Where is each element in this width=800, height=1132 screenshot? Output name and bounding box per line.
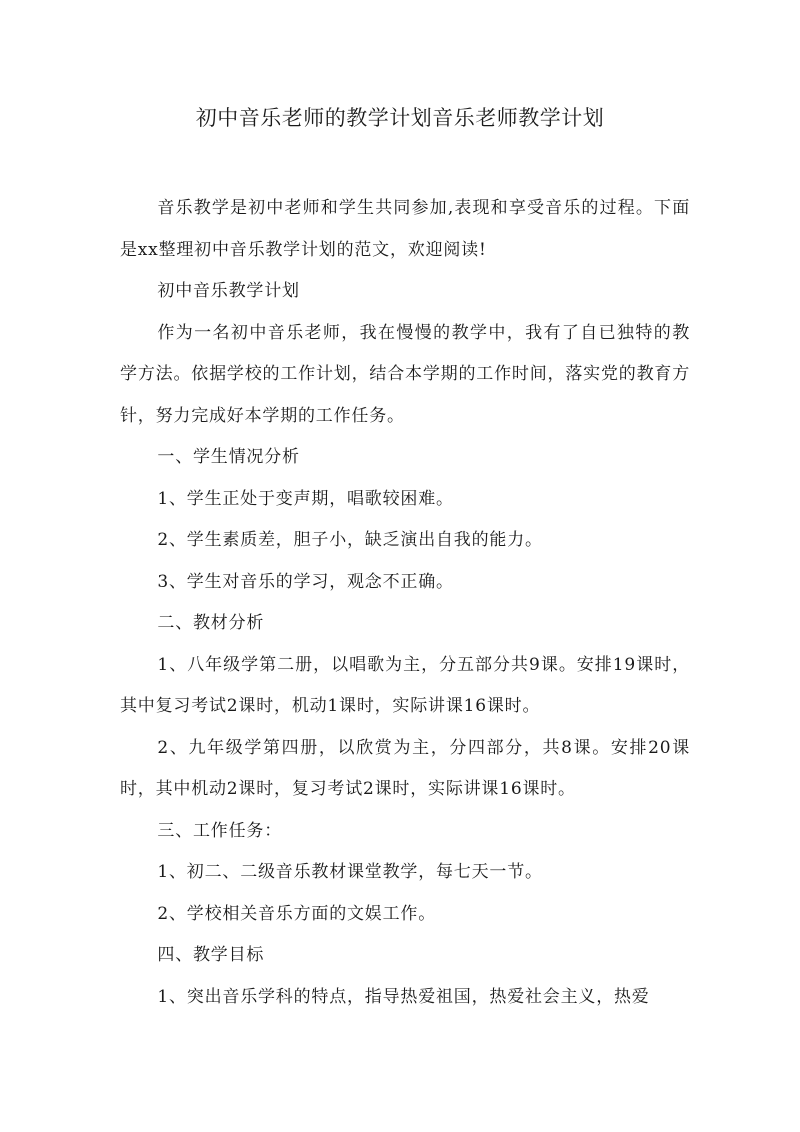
section-heading-student-analysis: 一、学生情况分析: [157, 447, 300, 467]
textbook-analysis-item: 1、八年级学第二册，以唱歌为主，分五部分共9课。安排19课时，其中复习考试2课时，机动1课时，实际讲课16课时。: [120, 654, 690, 716]
work-task-item: 2、学校相关音乐方面的文娱工作。: [157, 903, 437, 924]
section-heading-teaching-goals: 四、教学目标: [157, 945, 265, 965]
student-analysis-item: 1、学生正处于变声期，唱歌较困难。: [157, 488, 454, 509]
work-task-item: 1、初二、二级音乐教材课堂教学，每七天一节。: [157, 862, 543, 882]
document-body: [120, 188, 690, 1018]
section-heading-textbook-analysis: 二、教材分析: [157, 613, 265, 633]
document-title: 初中音乐老师的教学计划音乐老师教学计划: [195, 106, 605, 130]
teaching-goal-item: 1、突出音乐学科的特点，指导热爱祖国，热爱社会主义，热爱: [157, 986, 650, 1007]
student-analysis-item: 3、学生对音乐的学习，观念不正确。: [157, 571, 454, 592]
intro-paragraph: 音乐教学是初中老师和学生共同参加,表现和享受音乐的过程。下面是xx整理初中音乐教学计划的范文，欢迎阅读!: [120, 198, 690, 260]
section-heading-work-tasks: 三、工作任务：: [157, 820, 282, 841]
plan-heading: 初中音乐教学计划: [157, 281, 300, 301]
textbook-analysis-item: 2、九年级学第四册，以欣赏为主，分四部分，共8课。安排20课时，其中机动2课时，复习考试2课时，实际讲课16课时。: [120, 737, 690, 799]
opening-paragraph: 作为一名初中音乐老师，我在慢慢的教学中，我有了自已独特的教学方法。依据学校的工作计划，结合本学期的工作时间，落实党的教育方针，努力完成好本学期的工作任务。: [120, 322, 690, 426]
student-analysis-item: 2、学生素质差，胆子小，缺乏演出自我的能力。: [157, 530, 543, 550]
